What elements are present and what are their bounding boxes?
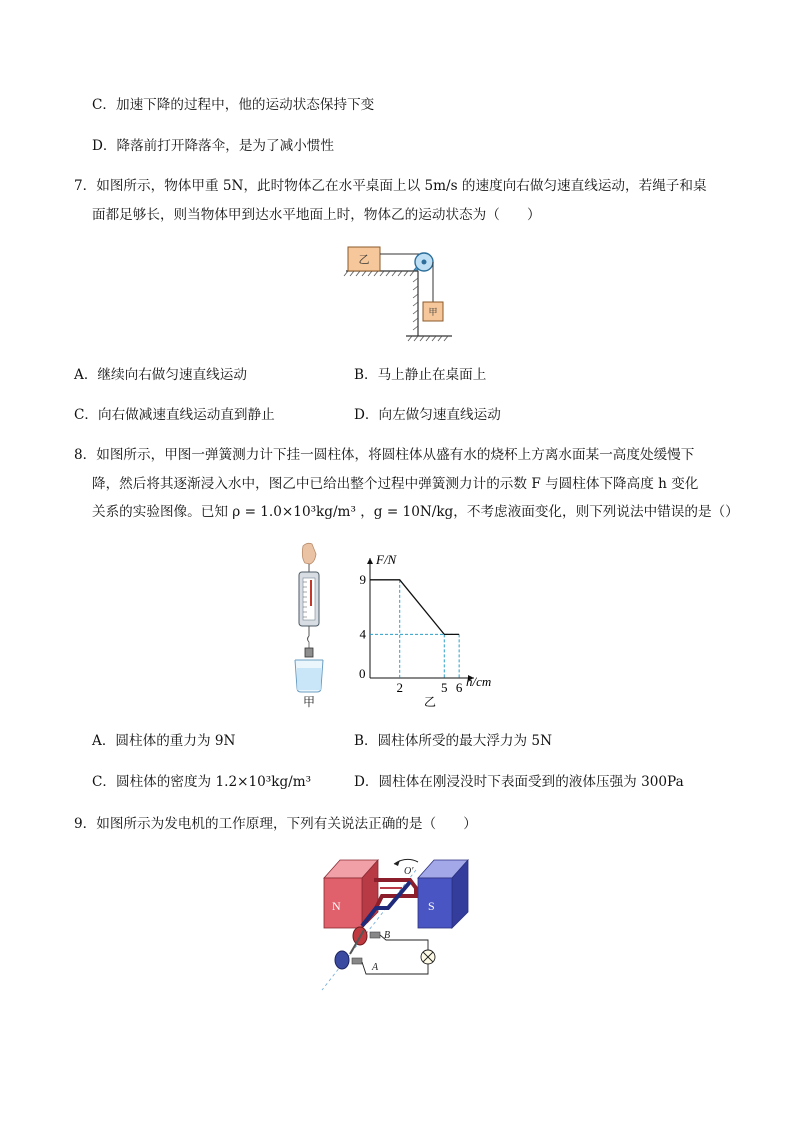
q7-label-jia: 甲 [428, 307, 438, 317]
q7-option-a: A．继续向右做匀速直线运动 [74, 367, 247, 383]
q8-stem-line-2: 降，然后将其逐渐浸入水中，图乙中已给出整个过程中弹簧测力计的示数 F 与圆柱体下降高度 h 变化 [92, 476, 699, 492]
q7-stem-line-1: 7．如图所示，物体甲重 5N，此时物体乙在水平桌面上以 5m/s 的速度向右做匀速直线运动，若绳子和桌 [74, 178, 707, 194]
chart-series-line [370, 580, 459, 635]
q9-label-a: A [372, 962, 379, 973]
chart-y-tick-label: 4 [359, 626, 366, 642]
q7-stem-line-2: 面都足够长，则当物体甲到达水平地面上时，物体乙的运动状态为（ ） [92, 207, 541, 223]
q9-label-n: N [332, 899, 341, 913]
q9-label-s: S [428, 899, 435, 913]
chart-x-tick-label: 5 [441, 680, 448, 695]
chart-guide-lines [370, 580, 459, 678]
q8-force-height-chart [350, 550, 510, 712]
chart-origin-label: 0 [359, 666, 366, 681]
q8-option-a: A．圆柱体的重力为 9N [92, 733, 236, 749]
q7-option-b: B．马上静止在桌面上 [354, 367, 487, 383]
q9-generator-figure [318, 852, 478, 992]
q9-label-b: B [384, 930, 391, 941]
q6-option-c: C．加速下降的过程中，他的运动状态保持下变 [92, 97, 375, 113]
chart-y-tick-label: 9 [359, 571, 366, 587]
q8-option-c: C．圆柱体的密度为 1.2×10³kg/m³ [92, 774, 312, 790]
q8-label-jia: 甲 [302, 695, 316, 709]
q7-label-yi: 乙 [358, 254, 370, 266]
q7-option-c: C．向右做减速直线运动直到静止 [74, 407, 275, 423]
q8-option-d: D．圆柱体在刚浸没时下表面受到的液体压强为 300Pa [354, 774, 684, 790]
q8-stem-line-1: 8．如图所示，甲图一弹簧测力计下挂一圆柱体，将圆柱体从盛有水的烧杯上方离水面某一高度处缓慢下 [74, 447, 695, 463]
q8-spring-scale-figure [285, 540, 335, 710]
q7-pulley-figure [340, 240, 460, 345]
q8-option-b: B．圆柱体所受的最大浮力为 5N [354, 733, 552, 749]
q8-label-yi: 乙 [423, 695, 437, 709]
q8-stem-line-3: 关系的实验图像。已知 ρ = 1.0×10³kg/m³ ，g = 10N/kg，不考虑液面变化，则下列说法中错误的是（） [92, 504, 739, 520]
chart-x-tick-label: 6 [455, 680, 463, 695]
q6-option-d: D．降落前打开降落伞，是为了减小惯性 [92, 138, 334, 154]
q9-label-o: O′ [404, 866, 414, 877]
q9-stem-line-1: 9．如图所示为发电机的工作原理，下列有关说法正确的是（ ） [74, 816, 477, 832]
chart-x-tick-label: 2 [396, 680, 403, 695]
q7-option-d: D．向左做匀速直线运动 [354, 407, 501, 423]
chart-y-axis-label: F/N [376, 552, 397, 567]
chart-x-axis-label: h/cm [466, 674, 492, 689]
chart-ticks [360, 572, 463, 695]
